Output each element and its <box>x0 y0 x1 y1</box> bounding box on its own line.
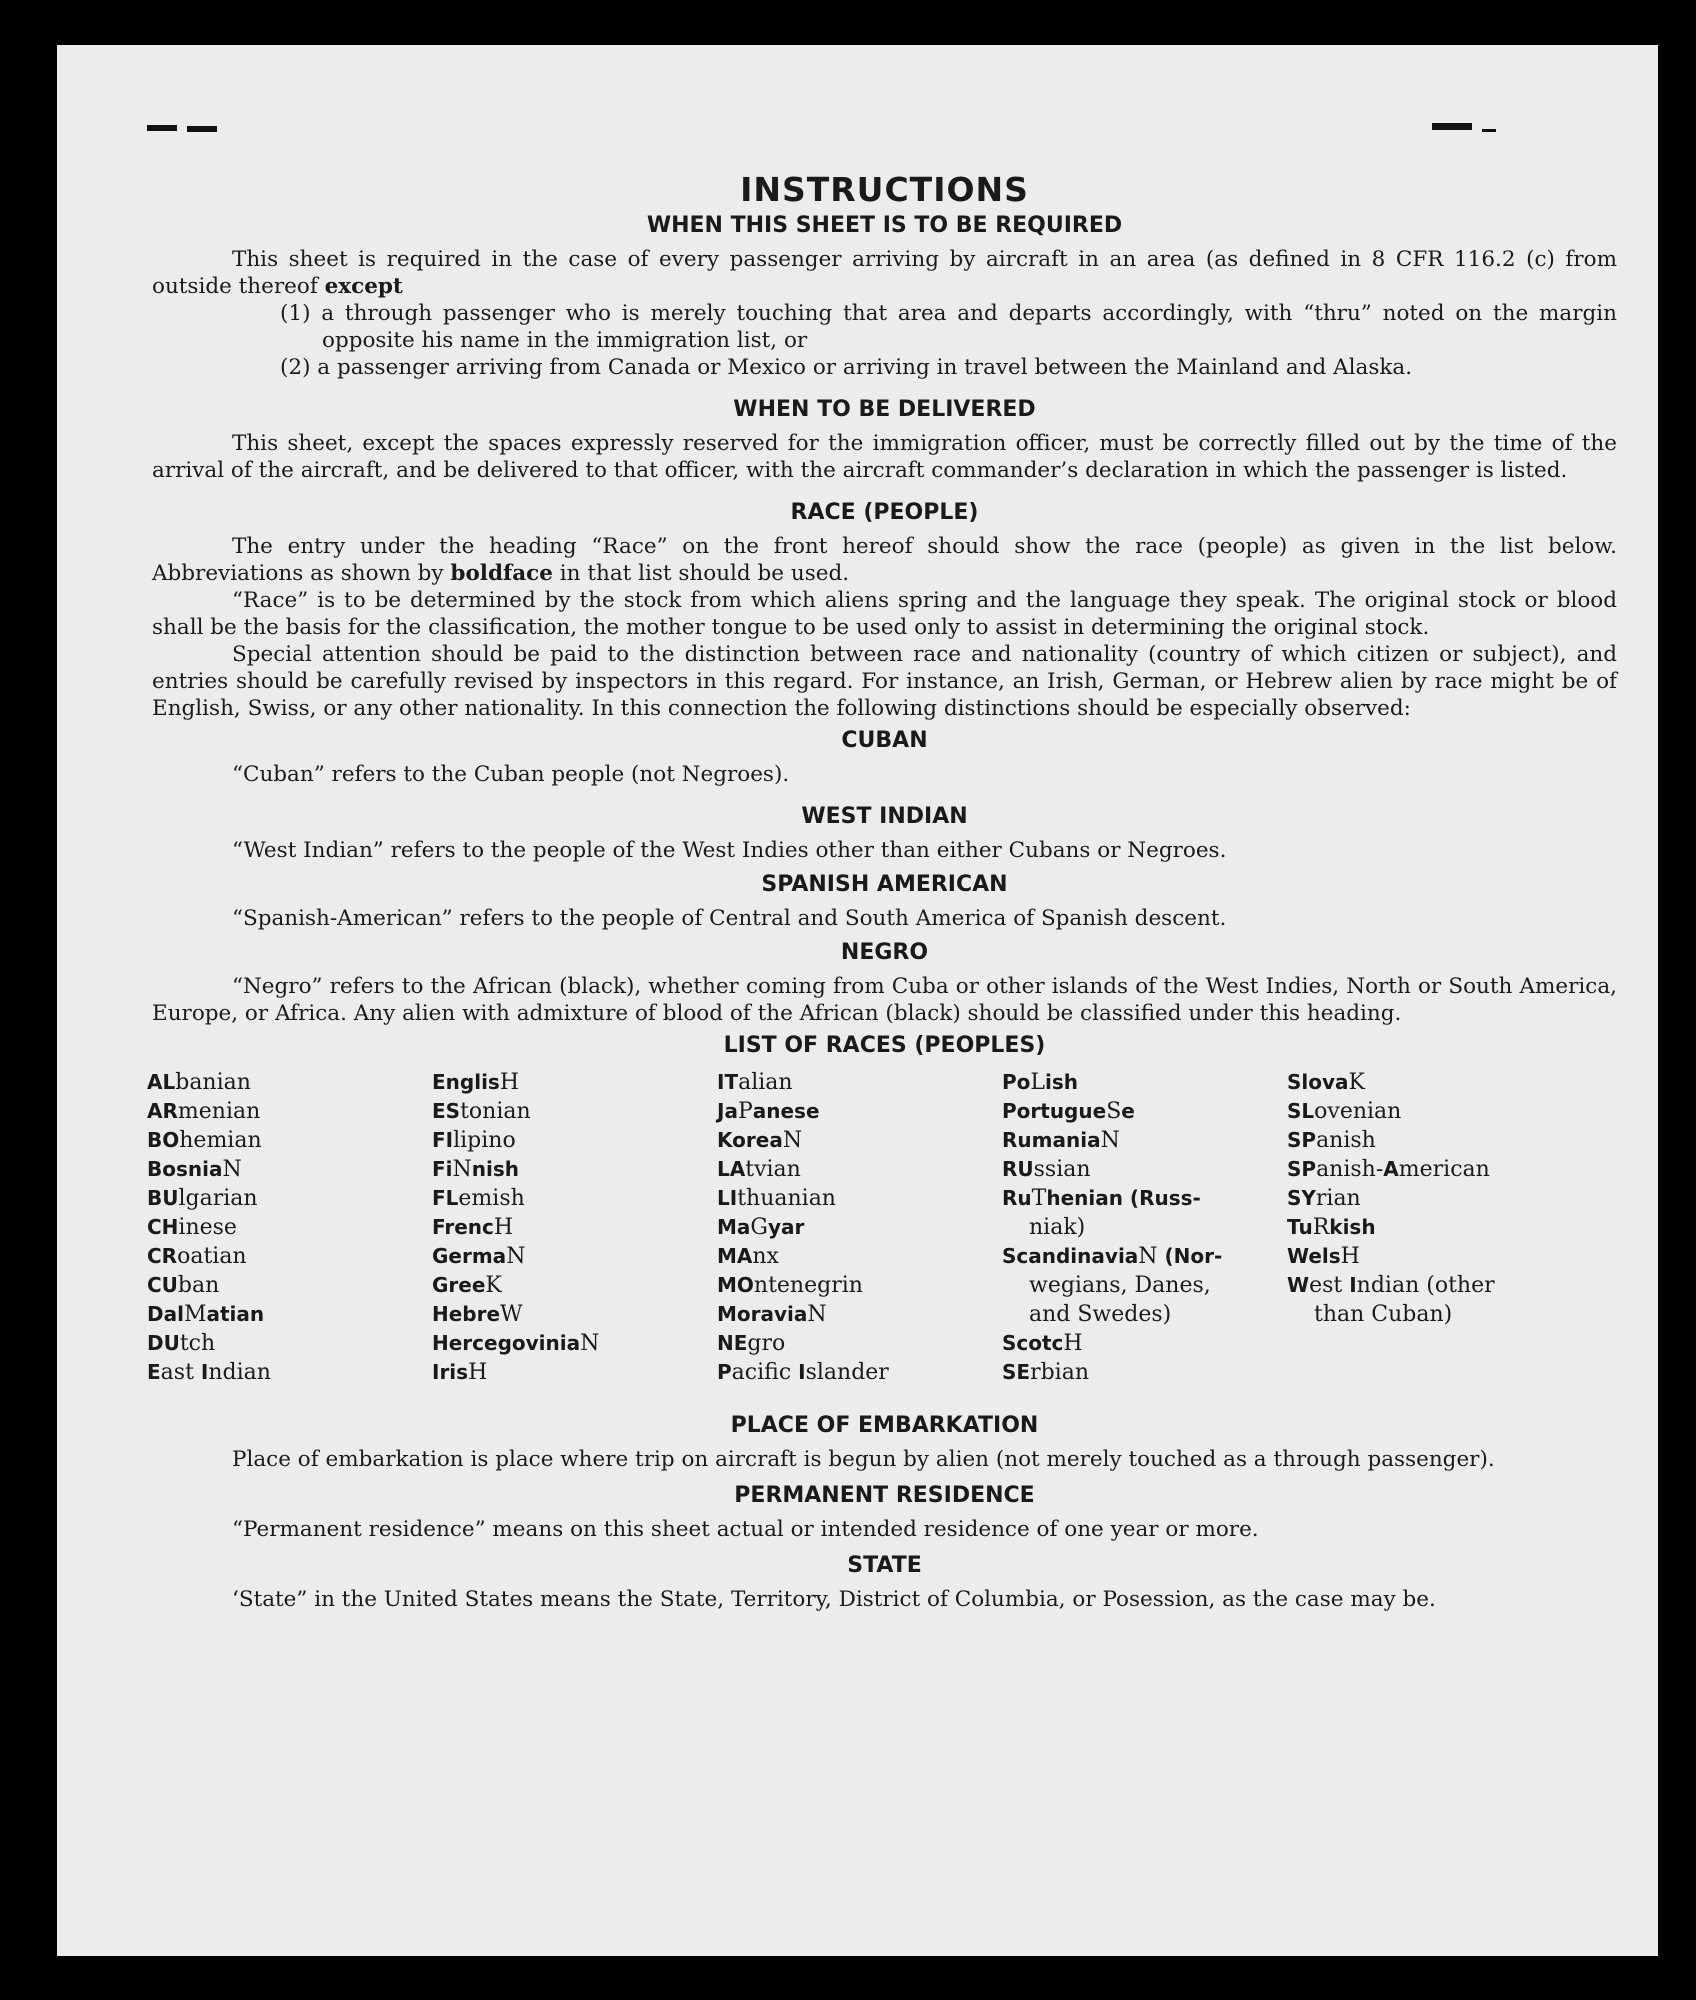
race-entry: SPanish <box>1287 1128 1376 1153</box>
race-entry: ScotcH <box>1002 1331 1083 1356</box>
race-entry: wegians, Danes, <box>1029 1273 1211 1298</box>
race-entry: NEgro <box>717 1331 786 1356</box>
heading-list-of-races: LIST OF RACES (PEOPLES) <box>723 1033 1046 1058</box>
race-entry: FrencH <box>432 1215 514 1240</box>
race-entry: EnglisH <box>432 1070 520 1095</box>
race-entry: MOntenegrin <box>717 1273 863 1298</box>
heading-cuban: CUBAN <box>841 728 928 753</box>
paragraph-race-2: “Race” is to be determined by the stock from which aliens spring and the language they speak. The original stock or blood shall be the basis for the classification, the mother tongue to be used only to assist in determining the original stock. <box>152 588 1617 640</box>
race-entry: RumaniaN <box>1002 1128 1120 1153</box>
race-entry: GermaN <box>432 1244 526 1269</box>
emphasis-boldface: boldface <box>450 561 553 586</box>
race-entry: HebreW <box>432 1302 523 1327</box>
race-entry: BosniaN <box>147 1157 242 1182</box>
race-column <box>147 1068 432 1387</box>
race-entry: MaGyar <box>717 1215 805 1240</box>
race-entry: than Cuban) <box>1314 1302 1453 1327</box>
race-entry: PortugueSe <box>1002 1099 1135 1124</box>
race-entry: ARmenian <box>147 1099 261 1124</box>
race-entry: SLovenian <box>1287 1099 1402 1124</box>
emphasis-except: except <box>324 274 403 299</box>
race-entry: GreeK <box>432 1273 502 1298</box>
exception-1: (1) a through passenger who is merely touching that area and departs accordingly, with “thru” noted on the margin opposite his name in the immigration list, or <box>280 301 1617 353</box>
paragraph-required: This sheet is required in the case of every passenger arriving by aircraft in an area (as defined in 8 CFR 116.2 (c) from outside thereof except <box>152 247 1617 299</box>
paragraph-state: ‘State” in the United States means the State, Territory, District of Columbia, or Posession, as the case may be. <box>232 1587 1436 1612</box>
race-column <box>717 1068 1002 1387</box>
race-entry: IrisH <box>432 1360 488 1385</box>
paragraph-cuban: “Cuban” refers to the Cuban people (not Negroes). <box>232 762 790 787</box>
punch-mark-right-2 <box>1482 129 1496 132</box>
race-entry: ITalian <box>717 1070 793 1095</box>
paragraph-delivered: This sheet, except the spaces expressly reserved for the immigration officer, must be correctly filled out by the time of the arrival of the aircraft, and be delivered to that officer, with the aircraft commander’s declaration in which the passenger is listed. <box>152 431 1617 483</box>
heading-permanent-residence: PERMANENT RESIDENCE <box>734 1483 1035 1508</box>
heading-race: RACE (PEOPLE) <box>790 500 979 525</box>
document-page <box>57 45 1658 1956</box>
race-entry: TuRkish <box>1287 1215 1376 1240</box>
heading-west-indian: WEST INDIAN <box>801 804 968 829</box>
race-entry: ScandinaviaN (Nor- <box>1002 1244 1223 1269</box>
race-entry: HercegoviniaN <box>432 1331 600 1356</box>
race-entry: FiNnish <box>432 1157 520 1182</box>
race-column <box>1287 1068 1572 1387</box>
race-entry: FLemish <box>432 1186 525 1211</box>
race-entry: FIlipino <box>432 1128 516 1153</box>
race-entry: JaPanese <box>717 1099 820 1124</box>
race-entry: West Indian (other <box>1287 1273 1495 1298</box>
heading-state: STATE <box>847 1553 922 1578</box>
heading-embarkation: PLACE OF EMBARKATION <box>730 1413 1039 1438</box>
race-entry: CHinese <box>147 1215 237 1240</box>
race-column <box>432 1068 717 1387</box>
race-entry: MAnx <box>717 1244 779 1269</box>
race-entry: SlovaK <box>1287 1070 1365 1095</box>
paragraph-negro: “Negro” refers to the African (black), whether coming from Cuba or other islands of the West Indies, North or South America, Europe, or Africa. Any alien with admixture of blood of the African (black) should be classified under this heading. <box>152 974 1617 1026</box>
page-title: INSTRUCTIONS <box>740 170 1029 209</box>
heading-when-delivered: WHEN TO BE DELIVERED <box>733 397 1036 422</box>
heading-when-required: WHEN THIS SHEET IS TO BE REQUIRED <box>646 213 1123 238</box>
race-entry: LIthuanian <box>717 1186 836 1211</box>
heading-spanish-american: SPANISH AMERICAN <box>761 872 1008 897</box>
punch-mark-left <box>147 125 177 131</box>
race-entry: RUssian <box>1002 1157 1091 1182</box>
paragraph-race-3: Special attention should be paid to the distinction between race and nationality (country of which citizen or subject), and entries should be carefully revised by inspectors in this regard. For instance, an Irish, German, or Hebrew alien by race might be of English, Swiss, or any other nationality. In this connection the following distinctions should be especially observed: <box>152 642 1617 721</box>
race-list <box>147 1068 1617 1387</box>
exception-2: (2) a passenger arriving from Canada or Mexico or arriving in travel between the Mainland and Alaska. <box>280 355 1413 380</box>
race-entry: niak) <box>1029 1215 1086 1240</box>
race-entry: EStonian <box>432 1099 531 1124</box>
race-entry: East Indian <box>147 1360 271 1385</box>
race-entry: LAtvian <box>717 1157 801 1182</box>
race-entry: WelsH <box>1287 1244 1360 1269</box>
race-entry: CRoatian <box>147 1244 247 1269</box>
race-entry: RuThenian (Russ- <box>1002 1186 1201 1211</box>
punch-mark-left-2 <box>187 126 217 132</box>
heading-negro: NEGRO <box>840 940 929 965</box>
race-entry: BOhemian <box>147 1128 262 1153</box>
race-entry: CUban <box>147 1273 220 1298</box>
race-entry: BUlgarian <box>147 1186 258 1211</box>
race-entry: DUtch <box>147 1331 216 1356</box>
race-entry: PoLish <box>1002 1070 1079 1095</box>
race-entry: MoraviaN <box>717 1302 827 1327</box>
race-entry: SYrian <box>1287 1186 1361 1211</box>
paragraph-race-1: The entry under the heading “Race” on the front hereof should show the race (people) as given in the list below. Abbreviations as shown by boldface in that list should be used. <box>152 534 1617 586</box>
race-entry: and Swedes) <box>1029 1302 1172 1327</box>
punch-mark-right <box>1432 123 1472 130</box>
paragraph-permanent-residence: “Permanent residence” means on this sheet actual or intended residence of one year or more. <box>232 1517 1259 1542</box>
race-entry: ALbanian <box>147 1070 251 1095</box>
race-entry: Pacific Islander <box>717 1360 889 1385</box>
race-entry: DalMatian <box>147 1302 265 1327</box>
paragraph-spanish-american: “Spanish-American” refers to the people of Central and South America of Spanish descent. <box>232 906 1227 931</box>
race-entry: SErbian <box>1002 1360 1089 1385</box>
paragraph-embarkation: Place of embarkation is place where trip on aircraft is begun by alien (not merely touched as a through passenger). <box>232 1447 1495 1472</box>
race-column <box>1002 1068 1287 1387</box>
paragraph-west-indian: “West Indian” refers to the people of the West Indies other than either Cubans or Negroes. <box>232 838 1227 863</box>
race-entry: SPanish-American <box>1287 1157 1490 1182</box>
race-entry: KoreaN <box>717 1128 803 1153</box>
